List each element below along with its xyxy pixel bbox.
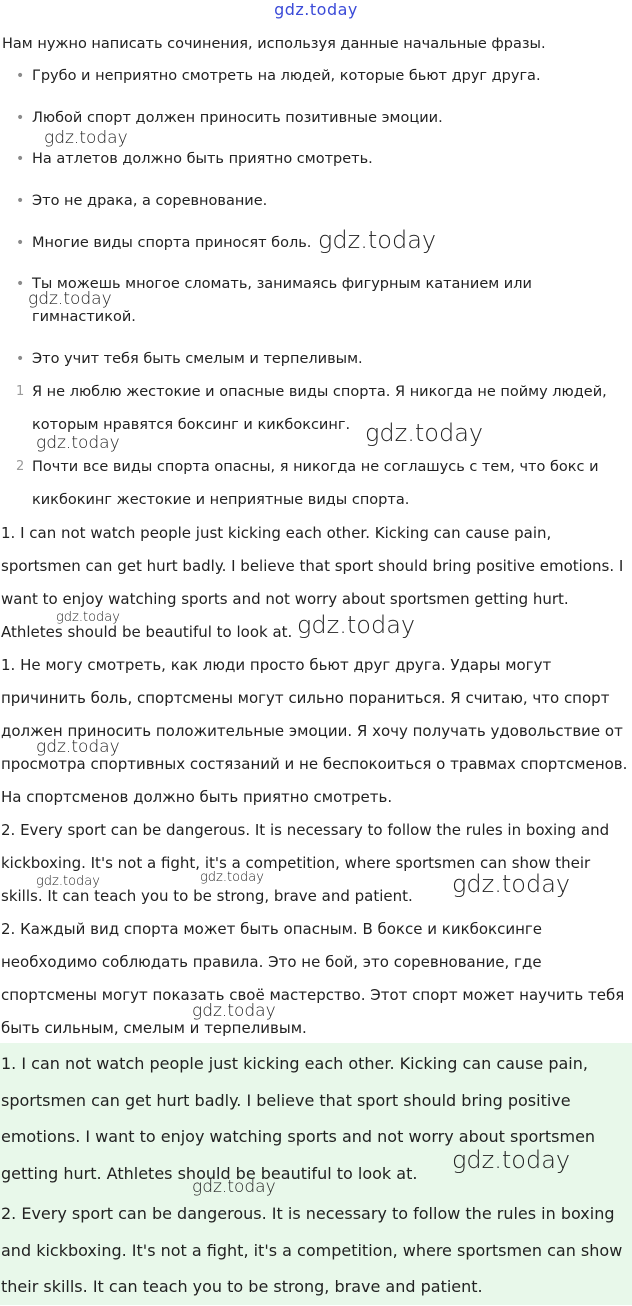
watermark: gdz.today: [192, 1001, 276, 1021]
intro-text: Нам нужно написать сочинения, используя данные начальные фразы.: [2, 36, 546, 52]
watermark: gdz.today: [36, 874, 100, 889]
watermark: gdz.today: [36, 433, 120, 453]
list-item: Это учит тебя быть смелым и терпеливым.: [32, 351, 363, 367]
numbered-item: Почти все виды спорта опасны, я никогда не соглашусь с тем, что бокс и кикбокинг жестокие и неприятные виды спорта.: [32, 459, 599, 508]
answer-paragraph: 1. Не могу смотреть, как люди просто бьют друг друга. Удары могут причинить боль, спортсмены могут сильно пораниться. Я считаю, что спорт должен приносить положительные эмоции. Я хочу получать удовольствие от просмотра спортивных состязаний и не беспокоиться о травмах спортсменов. На спортсменов должно быть приятно смотреть.: [1, 656, 628, 806]
watermark: gdz.today: [28, 289, 112, 309]
list-item: На атлетов должно быть приятно смотреть.: [32, 151, 373, 167]
watermark: gdz.today: [36, 737, 120, 757]
answer-paragraph: 1. I can not watch people just kicking each other. Kicking can cause pain, sportsmen can get hurt badly. I believe that sport should bring positive emotions. I want to enjoy watching sports and not worry about sportsmen getting hurt. Athletes should be beautiful to look at.: [1, 524, 624, 641]
list-item: Это не драка, а соревнование.: [32, 193, 268, 209]
watermark: gdz.today: [192, 1177, 276, 1197]
site-logo[interactable]: gdz.today: [274, 0, 358, 19]
list-item: Многие виды спорта приносят боль.: [32, 235, 312, 251]
watermark: gdz.today: [452, 870, 571, 898]
watermark: gdz.today: [365, 419, 484, 447]
watermark: gdz.today: [452, 1146, 571, 1174]
watermark: gdz.today: [44, 128, 128, 148]
list-number: 2: [16, 459, 25, 474]
watermark: gdz.today: [297, 611, 416, 639]
list-item: Грубо и неприятно смотреть на людей, которые бьют друг друга.: [32, 68, 541, 84]
highlighted-answer-box: [0, 1043, 632, 1305]
bullet-dot-icon: •: [16, 193, 25, 209]
highlighted-paragraph: 1. I can not watch people just kicking each other. Kicking can cause pain, sportsmen can get hurt badly. I believe that sport should bring positive emotions. I want to enjoy watching sports and not worry about sportsmen getting hurt. Athletes should be beautiful to look at.: [1, 1054, 596, 1183]
bullet-dot-icon: •: [16, 151, 25, 167]
list-item: Ты можешь многое сломать, занимаясь фигурным катанием или гимнастикой.: [32, 276, 532, 325]
list-item: Любой спорт должен приносить позитивные эмоции.: [32, 110, 443, 126]
highlighted-paragraph: 2. Every sport can be dangerous. It is necessary to follow the rules in boxing and kickboxing. It's not a fight, it's a competition, where sportsmen can show their skills. It can teach you to be strong, brave and patient.: [1, 1204, 623, 1296]
numbered-item: Я не люблю жестокие и опасные виды спорта. Я никогда не пойму людей, которым нравятся боксинг и кикбоксинг.: [32, 384, 607, 433]
watermark: gdz.today: [56, 610, 120, 625]
bullet-dot-icon: •: [16, 276, 25, 292]
bullet-dot-icon: •: [16, 68, 25, 84]
bullet-dot-icon: •: [16, 351, 25, 367]
watermark: gdz.today: [200, 870, 264, 885]
list-number: 1: [16, 384, 25, 399]
bullet-dot-icon: •: [16, 110, 25, 126]
answer-paragraph: 2. Every sport can be dangerous. It is necessary to follow the rules in boxing and kickboxing. It's not a fight, it's a competition, where sportsmen can show their skills. It can teach you to be strong, brave and patient.: [1, 821, 610, 905]
bullet-dot-icon: •: [16, 235, 25, 251]
watermark: gdz.today: [318, 226, 437, 254]
answer-paragraph: 2. Каждый вид спорта может быть опасным. В боксе и кикбоксинге необходимо соблюдать правила. Это не бой, это соревнование, где спортсмены могут показать своё мастерство. Этот спорт может научить тебя быть сильным, смелым и терпеливым.: [1, 920, 625, 1037]
